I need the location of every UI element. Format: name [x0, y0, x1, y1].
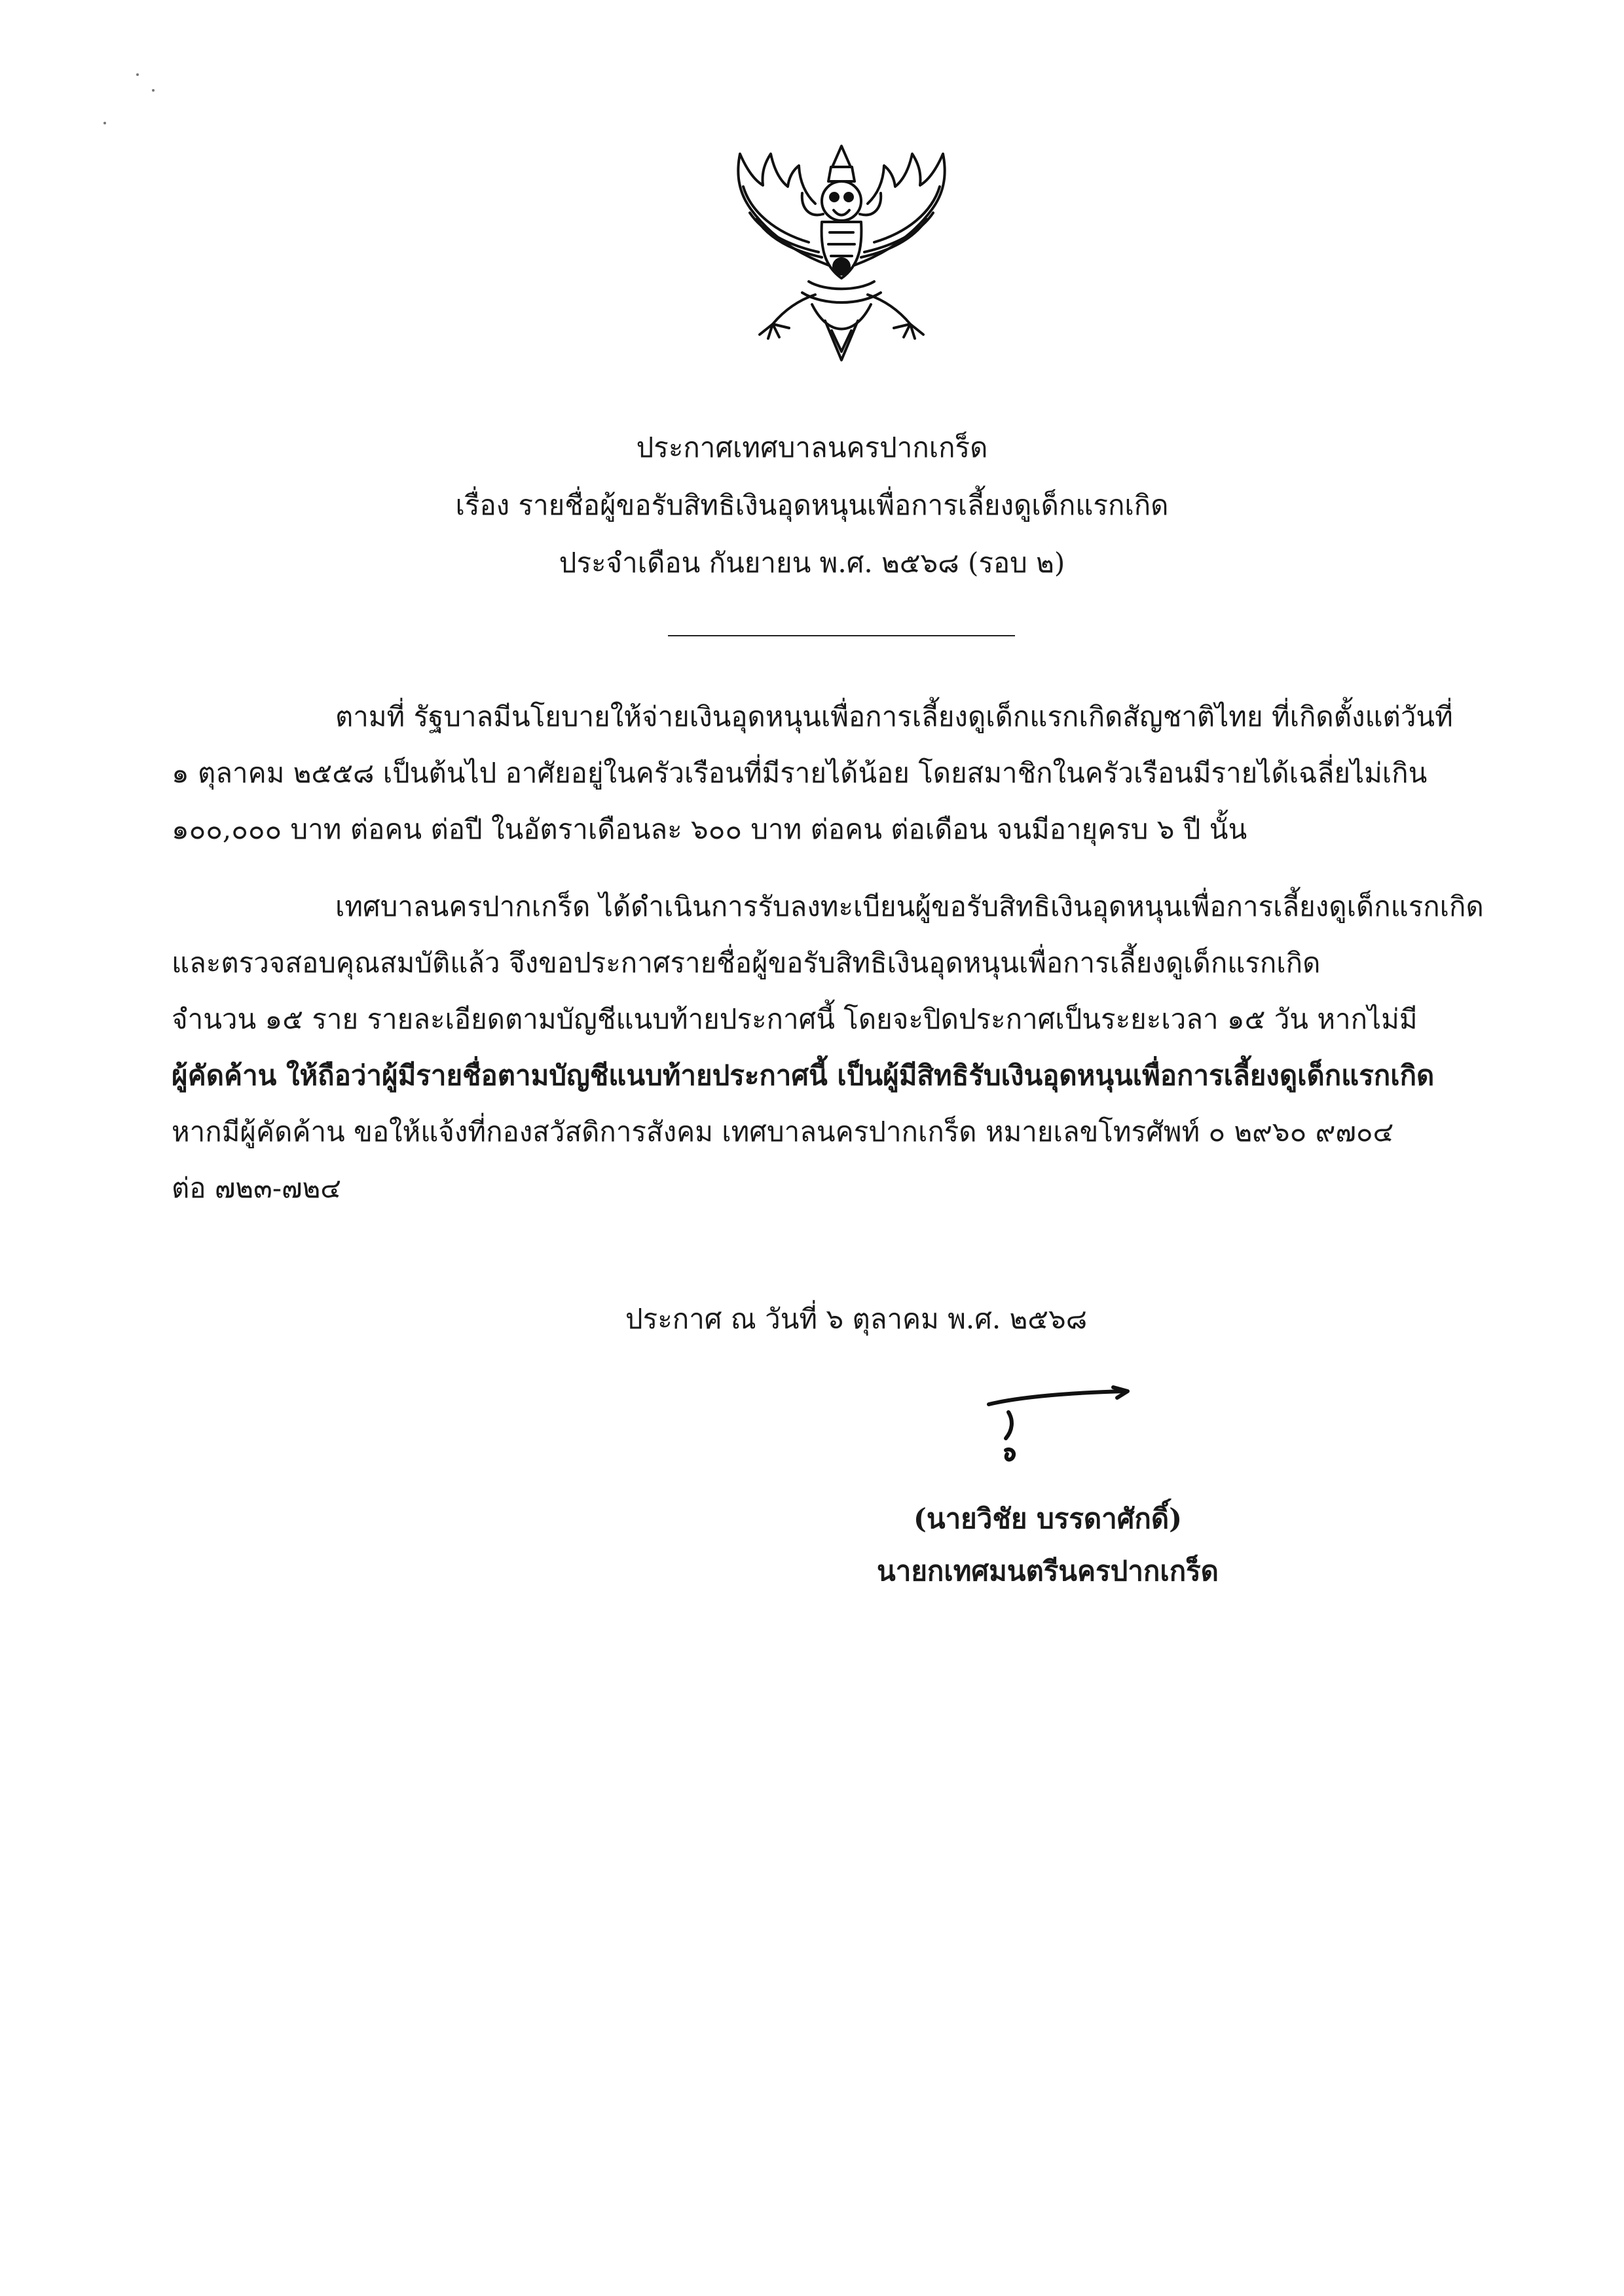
paragraph-line: ๑ ตุลาคม ๒๕๕๘ เป็นต้นไป อาศัยอยู่ในครัวเรือนที่มีรายได้น้อย โดยสมาชิกในครัวเรือนมีรายได้เฉลี่ยไม่เกิน: [172, 757, 1428, 789]
scan-speck: [103, 122, 106, 124]
handwritten-signature: [982, 1385, 1133, 1470]
paragraph-line: หากมีผู้คัดค้าน ขอให้แจ้งที่กองสวัสดิการสังคม เทศบาลนครปากเกร็ด หมายเลขโทรศัพท์ ๐ ๒๙๖๐ ๙๗๐๔: [172, 1116, 1394, 1148]
announcement-header: [0, 419, 1624, 592]
scan-speck: [152, 89, 155, 92]
paragraph-policy: [172, 689, 1514, 858]
garuda-emblem-icon: [710, 141, 972, 367]
paragraph-line: ต่อ ๗๒๓-๗๒๔: [172, 1172, 342, 1204]
paragraph-line: และตรวจสอบคุณสมบัติแล้ว จึงขอประกาศรายชื่อผู้ขอรับสิทธิเงินอุดหนุนเพื่อการเลี้ยงดูเด็กแรกเกิด: [172, 947, 1321, 979]
paragraph-line: เทศบาลนครปากเกร็ด ได้ดำเนินการรับลงทะเบียนผู้ขอรับสิทธิเงินอุดหนุนเพื่อการเลี้ยงดูเด็กแรกเกิด: [335, 890, 1484, 922]
header-organization: ประกาศเทศบาลนครปากเกร็ด: [636, 431, 988, 464]
header-subject: เรื่อง รายชื่อผู้ขอรับสิทธิเงินอุดหนุนเพื่อการเลี้ยงดูเด็กแรกเกิด: [455, 489, 1169, 521]
paragraph-line: ตามที่ รัฐบาลมีนโยบายให้จ่ายเงินอุดหนุนเพื่อการเลี้ยงดูเด็กแรกเกิดสัญชาติไทย ที่เกิดตั้งแต่วันที่: [335, 701, 1453, 733]
header-divider: [668, 635, 1015, 636]
paragraph-announcement: [172, 879, 1514, 1216]
signer-title: นายกเทศมนตรีนครปากเกร็ด: [877, 1555, 1219, 1587]
signer-name: (นายวิชัย บรรดาศักดิ์): [913, 1503, 1182, 1535]
header-period: ประจำเดือน กันยายน พ.ศ. ๒๕๖๘ (รอบ ๒): [559, 547, 1065, 579]
scan-speck: [136, 73, 139, 76]
paragraph-line: จำนวน ๑๕ ราย รายละเอียดตามบัญชีแนบท้ายประกาศนี้ โดยจะปิดประกาศเป็นระยะเวลา ๑๕ วัน หากไม่มี: [172, 1003, 1418, 1035]
announcement-date: ประกาศ ณ วันที่ ๖ ตุลาคม พ.ศ. ๒๕๖๘: [625, 1303, 1088, 1335]
paragraph-line: ผู้คัดค้าน ให้ถือว่าผู้มีรายชื่อตามบัญชีแนบท้ายประกาศนี้ เป็นผู้มีสิทธิรับเงินอุดหนุนเพื่อการเลี้ยงดูเด็กแรกเกิด: [172, 1059, 1435, 1091]
paragraph-line: ๑๐๐,๐๐๐ บาท ต่อคน ต่อปี ในอัตราเดือนละ ๖๐๐ บาท ต่อคน ต่อเดือน จนมีอายุครบ ๖ ปี นั้น: [172, 813, 1247, 845]
